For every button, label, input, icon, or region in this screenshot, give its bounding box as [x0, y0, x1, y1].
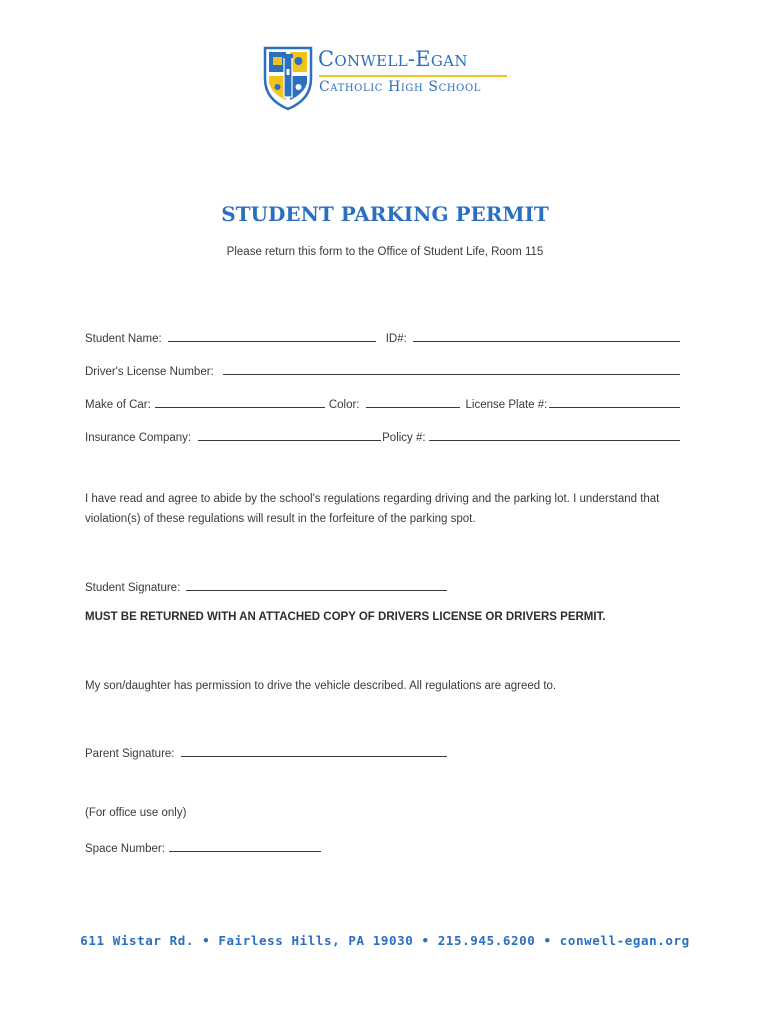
student-signature-field[interactable]: [186, 590, 447, 591]
parent-permission-text: My son/daughter has permission to drive the vehicle described. All regulations are agreed to.: [85, 680, 557, 692]
logo-divider: [319, 75, 507, 77]
drivers-license-row: [85, 360, 680, 378]
page-title: STUDENT PARKING PERMIT: [221, 202, 549, 226]
parent-signature-row: [85, 742, 447, 760]
logo-school-name: Conwell-Egan: [318, 47, 468, 71]
parent-signature-field[interactable]: [181, 756, 447, 757]
student-signature-label: Student Signature:: [85, 582, 181, 594]
color-field[interactable]: [366, 407, 460, 408]
id-field[interactable]: [413, 341, 680, 342]
color-label: Color:: [328, 399, 360, 411]
student-name-row: [85, 327, 680, 345]
space-number-label: Space Number:: [85, 843, 165, 855]
drivers-license-label: Driver's License Number:: [85, 366, 214, 378]
student-signature-row: [85, 576, 447, 594]
page-subtitle: Please return this form to the Office of Student Life, Room 115: [226, 246, 544, 258]
school-logo: [262, 45, 512, 113]
make-of-car-label: Make of Car:: [85, 399, 151, 411]
license-plate-field[interactable]: [549, 407, 680, 408]
make-of-car-field[interactable]: [155, 407, 325, 408]
insurance-company-label: Insurance Company:: [85, 432, 192, 444]
office-use-label: (For office use only): [85, 807, 187, 819]
space-number-row: [85, 837, 321, 855]
license-copy-notice: MUST BE RETURNED WITH AN ATTACHED COPY OF DRIVERS LICENSE OR DRIVERS PERMIT.: [85, 611, 606, 623]
space-number-field[interactable]: [169, 851, 321, 852]
school-crest-icon: [262, 45, 314, 111]
policy-field[interactable]: [429, 440, 680, 441]
student-name-field[interactable]: [168, 341, 376, 342]
drivers-license-field[interactable]: [223, 374, 680, 375]
vehicle-row: [85, 393, 680, 411]
footer-contact: 611 Wistar Rd. • Fairless Hills, PA 19030 • 215.945.6200 • conwell-egan.org: [80, 933, 690, 948]
parent-signature-label: Parent Signature:: [85, 748, 175, 760]
policy-label: Policy #:: [382, 432, 426, 444]
id-label: ID#:: [385, 333, 407, 345]
license-plate-label: License Plate #:: [465, 399, 548, 411]
agreement-text: I have read and agree to abide by the school's regulations regarding driving and the parking lot. I understand that violation(s) of these regulations will result in the forfeiture of the parking spot.: [85, 493, 660, 525]
student-name-label: Student Name:: [85, 333, 162, 345]
insurance-row: [85, 426, 680, 444]
insurance-company-field[interactable]: [198, 440, 381, 441]
logo-school-subtitle: Catholic High School: [319, 79, 481, 95]
